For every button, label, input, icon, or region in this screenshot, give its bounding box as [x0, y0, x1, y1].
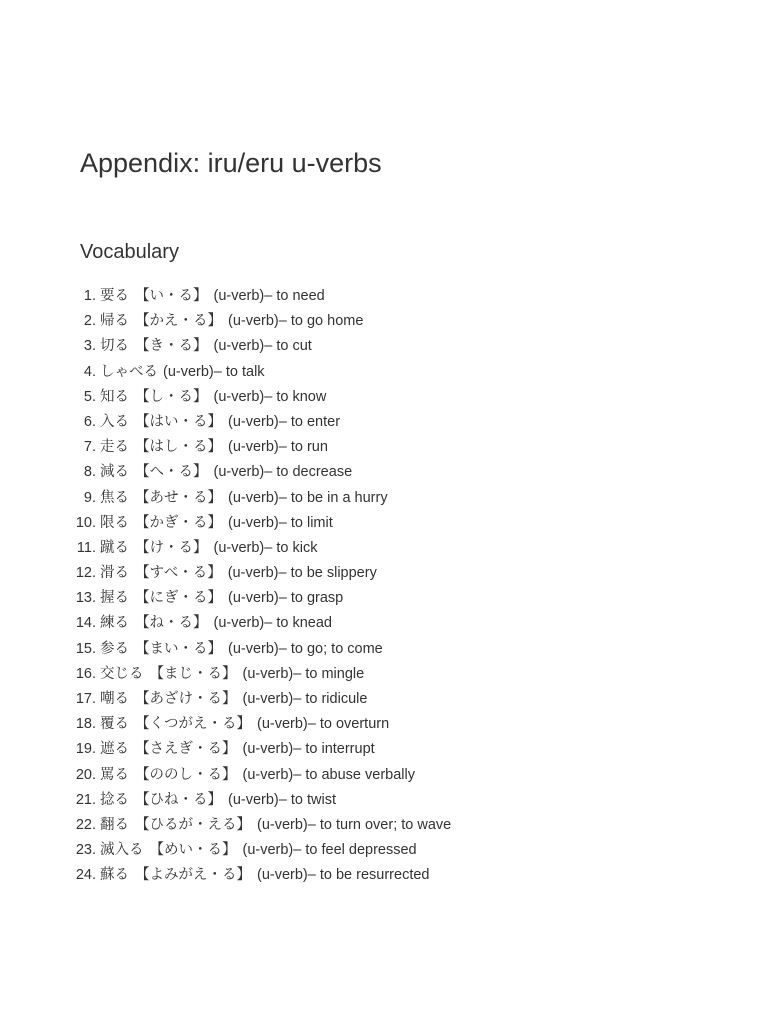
- vocabulary-list: [0, 284, 700, 889]
- list-item: [0, 309, 700, 334]
- item-number: 13.: [75, 590, 96, 607]
- item-part-of-speech: (u-verb): [228, 791, 279, 808]
- item-part-of-speech: (u-verb): [228, 489, 279, 506]
- item-part-of-speech: (u-verb): [228, 413, 279, 430]
- item-reading: 【さえぎ・る】: [135, 741, 237, 758]
- item-meaning: – to know: [264, 388, 327, 405]
- item-word: 要る: [100, 288, 129, 304]
- item-reading: 【すべ・る】: [135, 565, 222, 582]
- item-meaning: – to kick: [264, 539, 318, 556]
- item-word: 滅入る: [100, 842, 144, 859]
- list-item: [0, 712, 700, 737]
- list-item: [0, 460, 700, 485]
- item-number: 23.: [75, 842, 96, 859]
- item-reading: 【かぎ・る】: [135, 514, 222, 531]
- item-word: 知る: [100, 388, 129, 405]
- item-part-of-speech: (u-verb): [242, 842, 294, 859]
- item-meaning: – to grasp: [278, 590, 344, 607]
- item-word: 帰る: [100, 313, 129, 330]
- item-reading: 【ののし・る】: [135, 766, 237, 783]
- item-part-of-speech: (u-verb): [228, 514, 279, 531]
- list-item: [0, 385, 700, 410]
- item-word: 翻る: [100, 816, 129, 833]
- list-item: [0, 284, 700, 309]
- list-item: [0, 435, 700, 460]
- item-part-of-speech: (u-verb): [257, 716, 308, 733]
- item-part-of-speech: (u-verb): [213, 464, 265, 481]
- item-reading: 【あざけ・る】: [135, 691, 237, 707]
- item-meaning: – to cut: [264, 338, 312, 355]
- item-reading: 【ね・る】: [135, 615, 208, 632]
- item-meaning: – to decrease: [264, 464, 353, 481]
- item-meaning: – to run: [278, 439, 328, 456]
- list-item: [0, 360, 700, 385]
- item-number: 18.: [75, 716, 96, 733]
- list-item: [0, 737, 700, 762]
- item-word: 切る: [100, 338, 129, 355]
- item-part-of-speech: (u-verb): [228, 439, 279, 456]
- list-item: [0, 410, 700, 435]
- item-word: 限る: [100, 514, 129, 531]
- item-number: 17.: [75, 691, 96, 707]
- list-item: [0, 586, 700, 611]
- item-reading: 【かえ・る】: [135, 313, 222, 330]
- list-item: [0, 838, 700, 863]
- item-number: 1.: [83, 288, 96, 304]
- item-word: 練る: [100, 615, 129, 632]
- item-word: 焦る: [100, 489, 129, 506]
- item-meaning: – to enter: [278, 413, 341, 430]
- item-reading: 【あせ・る】: [135, 489, 222, 506]
- item-part-of-speech: (u-verb): [257, 816, 308, 833]
- item-word: 交じる: [100, 665, 144, 682]
- item-word: 嘲る: [100, 691, 129, 707]
- item-meaning: – to be slippery: [278, 565, 377, 582]
- item-meaning: – to overturn: [307, 716, 390, 733]
- item-number: 21.: [75, 791, 96, 808]
- list-item: [0, 611, 700, 636]
- item-reading: 【ひるが・える】: [135, 816, 251, 833]
- item-reading: 【け・る】: [135, 539, 208, 556]
- item-meaning: – to mingle: [293, 665, 365, 682]
- item-meaning: – to be in a hurry: [278, 489, 388, 506]
- item-meaning: – to need: [264, 288, 325, 304]
- item-part-of-speech: (u-verb): [227, 565, 279, 582]
- item-part-of-speech: (u-verb): [242, 741, 294, 758]
- item-part-of-speech: (u-verb): [242, 665, 294, 682]
- list-item: [0, 536, 700, 561]
- item-meaning: – to go home: [278, 313, 364, 330]
- item-word: 蹴る: [100, 539, 129, 556]
- item-part-of-speech: (u-verb): [213, 615, 265, 632]
- item-reading: 【へ・る】: [135, 464, 208, 481]
- item-meaning: – to twist: [278, 791, 336, 808]
- item-meaning: – to feel depressed: [293, 842, 417, 859]
- list-item: [0, 561, 700, 586]
- item-part-of-speech: (u-verb): [213, 288, 265, 304]
- item-part-of-speech: (u-verb): [242, 766, 294, 783]
- item-reading: 【はい・る】: [135, 413, 222, 430]
- list-item: [0, 788, 700, 813]
- item-number: 19.: [75, 741, 96, 758]
- item-word: 握る: [100, 590, 129, 607]
- item-number: 20.: [75, 766, 96, 783]
- item-reading: 【にぎ・る】: [135, 590, 222, 607]
- list-item: [0, 662, 700, 687]
- list-item: [0, 637, 700, 662]
- item-word: 遮る: [100, 741, 129, 758]
- item-meaning: – to ridicule: [293, 691, 368, 707]
- item-number: 14.: [75, 615, 96, 632]
- item-part-of-speech: (u-verb): [213, 539, 265, 556]
- item-meaning: – to limit: [278, 514, 333, 531]
- list-item: [0, 687, 700, 712]
- item-word: 走る: [100, 439, 129, 456]
- item-number: 22.: [75, 816, 96, 833]
- item-number: 7.: [83, 439, 96, 456]
- item-part-of-speech: (u-verb): [228, 590, 279, 607]
- item-part-of-speech: (u-verb): [228, 640, 279, 657]
- item-meaning: – to abuse verbally: [293, 766, 415, 783]
- item-part-of-speech: (u-verb): [213, 338, 265, 355]
- page-title: Appendix: iru/eru u-verbs: [80, 148, 382, 178]
- list-item: [0, 511, 700, 536]
- list-item: [0, 813, 700, 838]
- item-meaning: – to knead: [264, 615, 332, 632]
- item-part-of-speech: (u-verb): [242, 691, 294, 707]
- item-reading: 【まじ・る】: [149, 665, 237, 682]
- item-number: 6.: [83, 413, 96, 430]
- item-part-of-speech: (u-verb): [213, 388, 265, 405]
- list-item: [0, 863, 700, 888]
- item-reading: 【し・る】: [135, 388, 208, 405]
- item-number: 3.: [83, 338, 96, 355]
- item-part-of-speech: (u-verb): [163, 363, 214, 380]
- list-item: [0, 486, 700, 511]
- item-number: 5.: [83, 388, 96, 405]
- item-number: 9.: [83, 489, 96, 506]
- item-number: 10.: [75, 514, 96, 531]
- item-meaning: – to interrupt: [293, 741, 375, 758]
- item-meaning: – to go; to come: [278, 640, 383, 657]
- item-reading: 【ひね・る】: [135, 791, 222, 808]
- item-reading: 【い・る】: [135, 288, 208, 304]
- item-word: しゃべる: [100, 363, 158, 380]
- item-meaning: – to turn over; to wave: [307, 816, 452, 833]
- item-number: 24.: [75, 867, 96, 884]
- item-number: 4.: [83, 363, 96, 380]
- item-reading: 【まい・る】: [135, 640, 222, 657]
- item-number: 16.: [75, 665, 96, 682]
- item-number: 8.: [83, 464, 96, 481]
- list-item: [0, 334, 700, 359]
- item-part-of-speech: (u-verb): [257, 867, 308, 884]
- item-number: 15.: [75, 640, 96, 657]
- item-meaning: – to talk: [213, 363, 265, 380]
- item-reading: 【くつがえ・る】: [135, 716, 251, 733]
- item-word: 入る: [100, 413, 129, 430]
- item-reading: 【よみがえ・る】: [135, 867, 251, 884]
- item-part-of-speech: (u-verb): [228, 313, 279, 330]
- item-word: 覆る: [100, 716, 129, 733]
- item-number: 2.: [83, 313, 96, 330]
- item-reading: 【き・る】: [135, 338, 208, 355]
- item-reading: 【はし・る】: [135, 439, 222, 456]
- section-heading-vocabulary: Vocabulary: [80, 241, 179, 263]
- item-word: 捻る: [100, 791, 129, 808]
- item-word: 減る: [100, 464, 129, 481]
- item-word: 蘇る: [100, 867, 129, 884]
- item-number: 11.: [76, 539, 96, 556]
- item-word: 滑る: [100, 565, 129, 582]
- item-word: 参る: [100, 640, 129, 657]
- item-number: 12.: [75, 565, 96, 582]
- item-meaning: – to be resurrected: [307, 867, 430, 884]
- item-word: 罵る: [100, 766, 129, 783]
- item-reading: 【めい・る】: [149, 842, 237, 859]
- list-item: [0, 763, 700, 788]
